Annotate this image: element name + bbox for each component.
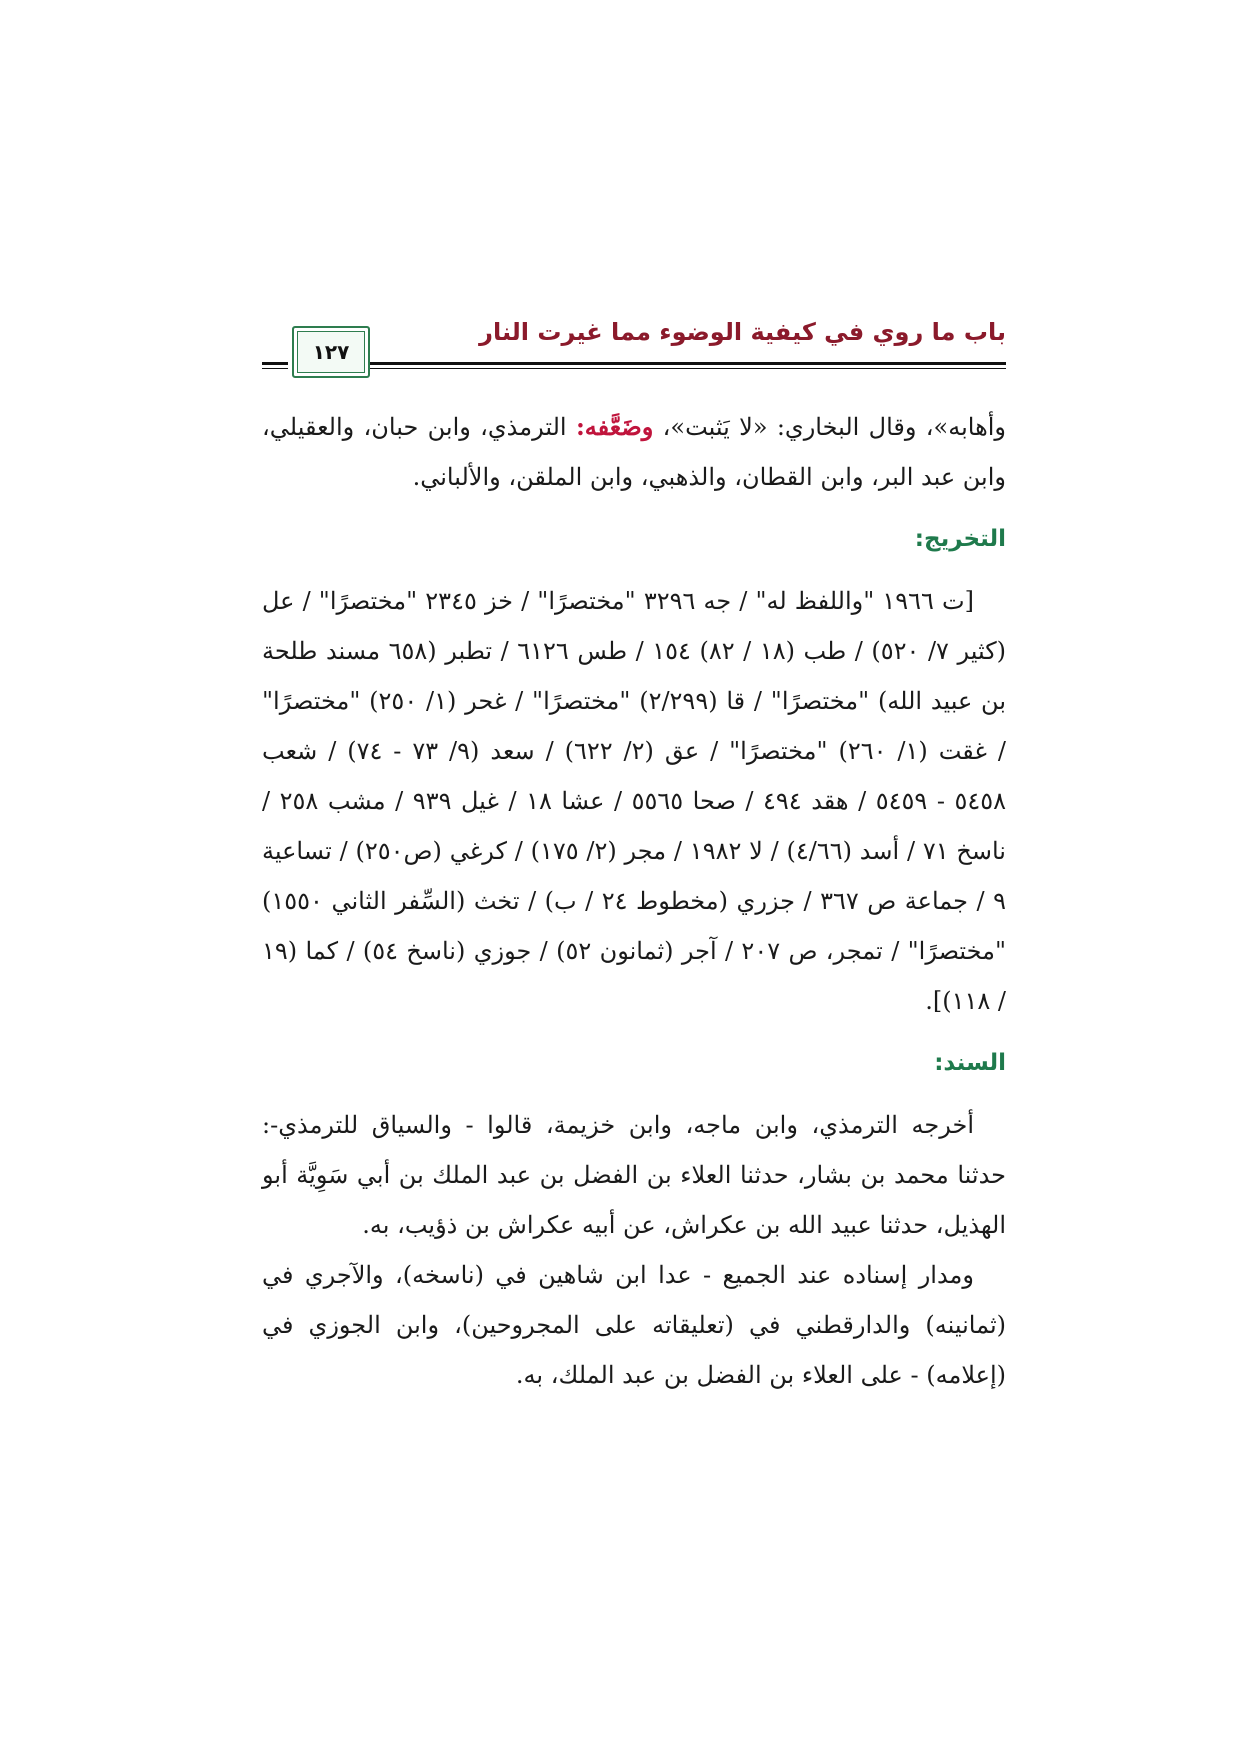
takhrij-heading: التخريج: [914,526,1006,552]
sanad-heading: السند: [934,1050,1006,1076]
sanad-paragraph-1: أخرجه الترمذي، وابن ماجه، وابن خزيمة، قالوا - والسياق للترمذي-: حدثنا محمد بن بشار، حدثنا العلاء بن الفضل بن عبد الملك بن أبي سَوِيَّة أبو الهذيل، حدثنا عبيد الله بن عكراش، عن أبيه عكراش بن ذؤيب، به. [262,1111,1006,1239]
intro-text-start: وأهابه»، وقال البخاري: «لا يَثبت»، [653,413,1006,441]
page-header [262,318,1006,378]
page-body [262,402,1006,1400]
intro-text-end: الترمذي، وابن حبان، والعقيلي، وابن عبد البر، وابن القطان، والذهبي، وابن الملقن، والألباني. [262,413,1006,491]
page-number: ١٢٧ [312,340,350,364]
header-rule-left [262,362,288,369]
weakened-by-label: وضَعَّفه: [575,412,654,441]
takhrij-text: [ت ١٩٦٦ "واللفظ له" / جه ٣٢٩٦ "مختصرًا" / خز ٢٣٤٥ "مختصرًا" / عل (كثير ٧/ ٥٢٠) / طب (١٨ / ٨٢) ١٥٤ / طس ٦١٢٦ / تطبر (٦٥٨ مسند طلحة بن عبيد الله) "مختصرًا" / قا (٢/٢٩٩) "مختصرًا" / غحر (١/ ٢٥٠) "مختصرًا" / غقت (١/ ٢٦٠) "مختصرًا" / عق (٢/ ٦٢٢) / سعد (٩/ ٧٣ - ٧٤) / شعب ٥٤٥٨ - ٥٤٥٩ / هقد ٤٩٤ / صحا ٥٥٦٥ / عشا ١٨ / غيل ٩٣٩ / مشب ٢٥٨ / ناسخ ٧١ / أسد (٤/٦٦) / لا ١٩٨٢ / مجر (٢/ ١٧٥) / كرغي (ص٢٥٠) / تساعية ٩ / جماعة ص ٣٦٧ / جزري (مخطوط ٢٤ / ب) / تخث (السِّفر الثاني ١٥٥٠) "مختصرًا" / تمجر، ص ٢٠٧ / آجر (ثمانون ٥٢) / جوزي (ناسخ ٥٤) / كما (١٩ / ١١٨)]. [262,587,1007,1015]
header-rule [366,362,1006,369]
chapter-title: باب ما روي في كيفية الوضوء مما غيرت النار [479,318,1006,346]
sanad-paragraph-2: ومدار إسناده عند الجميع - عدا ابن شاهين في (ناسخه)، والآجري في (ثمانينه) والدارقطني في (تعليقاته على المجروحين)، وابن الجوزي في (إعلامه) - على العلاء بن الفضل بن عبد الملك، به. [262,1261,1006,1389]
page-number-badge [292,326,370,378]
intro-paragraph [262,402,1006,502]
